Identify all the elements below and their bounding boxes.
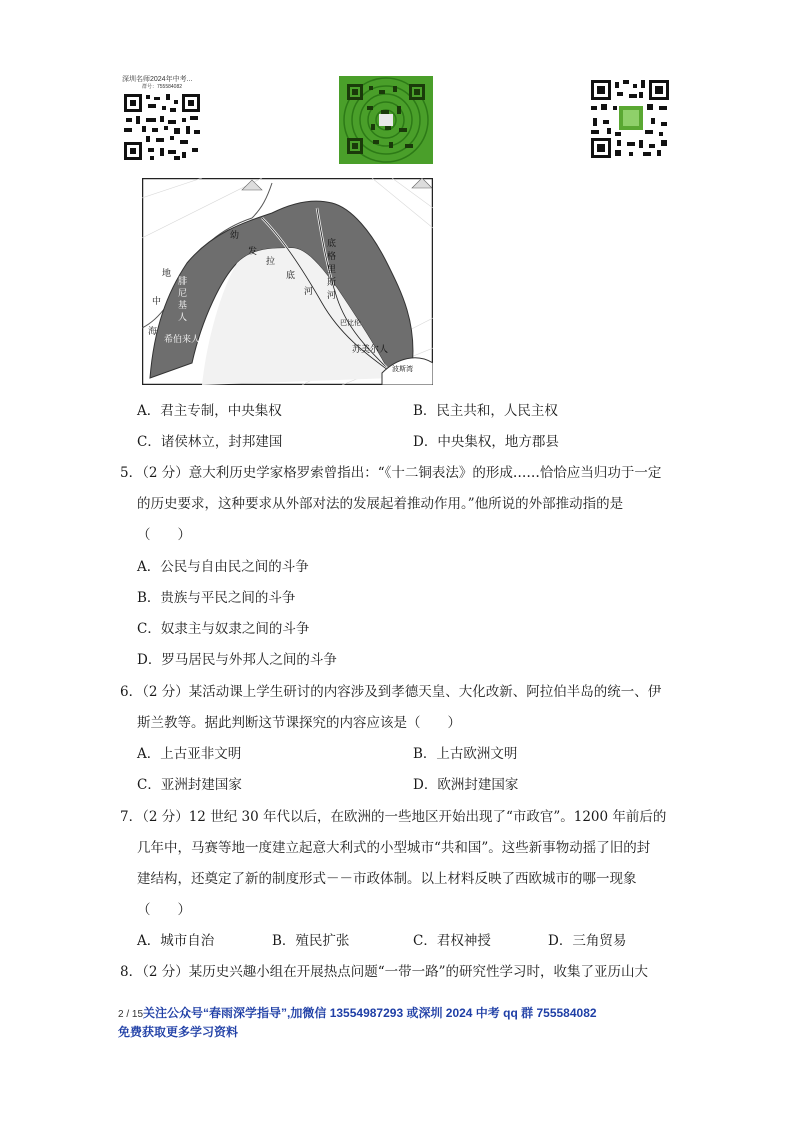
q4-option-c[interactable]: C．诸侯林立，封邦建国: [137, 434, 283, 450]
map-label-ji: 基: [178, 301, 188, 311]
q6-option-a[interactable]: A．上古亚非文明: [137, 746, 242, 762]
qr-code-right-icon: [589, 78, 671, 160]
map-label-fei: 腓: [178, 277, 188, 287]
page-number: 2 / 15: [118, 1009, 144, 1020]
qr-code-left: [120, 74, 204, 164]
map-label-tigris: 底格里斯河: [327, 239, 337, 301]
qr-caption-line1: 深圳名师2024年中考...: [122, 76, 193, 83]
map-label-persian-gulf: 波斯湾: [392, 365, 413, 373]
q6-option-b[interactable]: B．上古欧洲文明: [413, 746, 518, 762]
qr-code-right: [589, 78, 671, 160]
q4-option-d[interactable]: D．中央集权，地方郡县: [413, 434, 559, 450]
map-label-hai: 海: [148, 327, 158, 337]
map-label-di2: 底: [286, 271, 296, 281]
q7-line-3: 建结构，还奠定了新的制度形式－－市政体制。以上材料反映了西欧城市的哪一现象: [137, 871, 637, 887]
map-label-ni: 尼: [178, 289, 188, 299]
q5-line-2: 的历史要求，这种要求从外部对法的发展起着推动作用。”他所说的外部推动指的是: [137, 496, 624, 512]
q5-option-b[interactable]: B．贵族与平民之间的斗争: [137, 590, 296, 606]
q6-option-d[interactable]: D．欧洲封建国家: [413, 777, 519, 793]
q4-option-a[interactable]: A．君主专制，中央集权: [137, 403, 282, 419]
q5-option-c[interactable]: C．奴隶主与奴隶之间的斗争: [137, 621, 310, 637]
q6-line-1: 6．（2 分）某活动课上学生研讨的内容涉及到孝德天皇、大化改新、阿拉伯半岛的统一、伊: [120, 684, 662, 700]
q4-option-b[interactable]: B．民主共和，人民主权: [413, 403, 558, 419]
q6-line-2: 斯兰教等。据此判断这节课探究的内容应该是（ ）: [137, 715, 461, 731]
q5-option-d[interactable]: D．罗马居民与外邦人之间的斗争: [137, 652, 337, 668]
qr-caption-line2: 群号：755584082: [142, 84, 183, 90]
qr-code-center: [339, 76, 433, 164]
q7-option-c[interactable]: C．君权神授: [413, 933, 491, 949]
qr-code-left-icon: [122, 92, 202, 162]
map-label-zhong: 中: [152, 297, 162, 307]
q5-answer-blank: （ ）: [137, 527, 191, 543]
q7-line-1: 7．（2 分）12 世纪 30 年代以后，在欧洲的一些地区开始出现了“市政官”。1200 年前后的: [120, 809, 667, 825]
map-label-sumerians: 苏美尔人: [352, 345, 389, 355]
q7-line-2: 几年中，马赛等地一度建立起意大利式的小型城市“共和国”。这些新事物动摇了旧的封: [137, 840, 651, 856]
q8-line-1: 8．（2 分）某历史兴趣小组在开展热点问题“一带一路”的研究性学习时，收集了亚历山大: [120, 964, 649, 980]
footer-promo-text: 关注公众号“春雨深学指导”,加微信 13554987293 或深圳 2024 中考 qq 群 755584082: [143, 1006, 597, 1020]
q5-option-a[interactable]: A．公民与自由民之间的斗争: [137, 559, 309, 575]
map-label-di: 地: [162, 269, 172, 279]
q6-option-c[interactable]: C．亚洲封建国家: [137, 777, 242, 793]
q7-option-a[interactable]: A．城市自治: [137, 933, 215, 949]
map-label-hebrews: 希伯来人: [164, 335, 201, 345]
q7-option-b[interactable]: B．殖民扩张: [272, 933, 350, 949]
map-label-la: 拉: [266, 257, 276, 267]
map-label-he: 河: [304, 287, 314, 297]
footer-line-2: 免费获取更多学习资料: [118, 1025, 239, 1039]
ancient-near-east-map: [142, 178, 433, 385]
q5-line-1: 5．（2 分）意大利历史学家格罗索曾指出：“《十二铜表法》的形成……恰恰应当归功于一定: [120, 465, 662, 481]
q7-answer-blank: （ ）: [137, 902, 191, 918]
map-label-babylon: 巴比伦: [340, 319, 361, 327]
map-label-fa: 发: [248, 247, 258, 257]
q7-option-d[interactable]: D．三角贸易: [548, 933, 627, 949]
qr-code-center-icon: [339, 76, 433, 164]
map-label-you: 幼: [230, 231, 240, 241]
footer-line-1: [118, 1004, 597, 1021]
map-label-ren: 人: [178, 313, 188, 323]
